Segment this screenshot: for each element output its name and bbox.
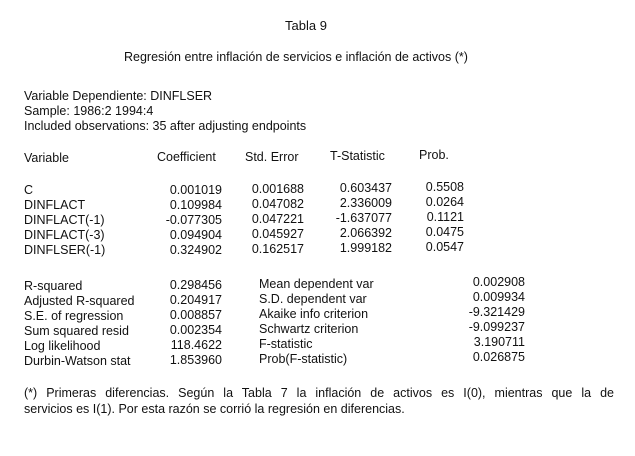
footnote-line-1: (*) Primeras diferencias. Según la Tabla 7 la inflación de activos es I(0), mientras que la de (24, 386, 614, 400)
row-prob: 0.0547 (425, 240, 464, 254)
row-prob: 0.0475 (425, 225, 464, 239)
row-variable: DINFLACT(-1) (24, 213, 105, 227)
column-header-prob: Prob. (419, 148, 449, 162)
stat-label: Durbin-Watson stat (24, 354, 131, 368)
sample-range: Sample: 1986:2 1994:4 (24, 104, 154, 118)
column-header-t-statistic: T-Statistic (330, 149, 385, 163)
row-prob: 0.5508 (425, 180, 464, 194)
row-t-statistic: 1.999182 (339, 241, 392, 255)
row-std-error: 0.045927 (251, 227, 304, 241)
included-observations: Included observations: 35 after adjusting endpoints (24, 119, 307, 133)
stat-value: 0.009934 (472, 290, 525, 304)
stat-value: 0.002908 (472, 275, 525, 289)
stat-label: Prob(F-statistic) (259, 352, 348, 366)
row-coefficient: 0.094904 (169, 228, 222, 242)
column-header-coefficient: Coefficient (157, 150, 216, 164)
row-t-statistic: 2.066392 (339, 226, 392, 240)
row-prob: 0.0264 (425, 195, 464, 209)
row-std-error: 0.001688 (251, 182, 304, 196)
row-variable: C (24, 183, 34, 197)
row-coefficient: -0.077305 (165, 213, 222, 227)
row-std-error: 0.047221 (251, 212, 304, 226)
stat-label: Log likelihood (24, 339, 101, 353)
stat-value: 3.190711 (473, 335, 525, 349)
stat-value: 0.026875 (472, 350, 525, 364)
row-coefficient: 0.109984 (169, 198, 222, 212)
row-variable: DINFLACT(-3) (24, 228, 105, 242)
stat-label: Schwartz criterion (259, 322, 359, 336)
row-variable: DINFLSER(-1) (24, 243, 106, 257)
stat-label: Adjusted R-squared (24, 294, 135, 308)
stat-value: 0.008857 (169, 308, 222, 322)
row-std-error: 0.162517 (251, 242, 304, 256)
stat-label: F-statistic (259, 337, 313, 351)
row-coefficient: 0.324902 (169, 243, 222, 257)
stat-value: 0.002354 (169, 323, 222, 337)
subtitle: Regresión entre inflación de servicios e inflación de activos (*) (124, 50, 468, 64)
stat-label: R-squared (24, 279, 83, 293)
stat-value: 118.4622 (170, 338, 222, 352)
stat-value: -9.099237 (468, 320, 525, 334)
title: Tabla 9 (285, 18, 327, 33)
stat-label: S.D. dependent var (259, 292, 367, 306)
stat-label: Akaike info criterion (259, 307, 369, 321)
stat-label: S.E. of regression (24, 309, 124, 323)
stat-value: 0.298456 (169, 278, 222, 292)
column-header-std-error: Std. Error (245, 150, 299, 164)
row-variable: DINFLACT (24, 198, 86, 212)
stat-label: Sum squared resid (24, 324, 129, 338)
column-header-variable: Variable (24, 151, 69, 165)
row-prob: 0.1121 (426, 210, 464, 224)
row-coefficient: 0.001019 (169, 183, 222, 197)
footnote-line-2: servicios es I(1). Por esta razón se corrió la regresión en diferencias. (24, 402, 405, 416)
dependent-variable: Variable Dependiente: DINFLSER (24, 89, 213, 103)
stat-value: 1.853960 (169, 353, 222, 367)
row-std-error: 0.047082 (251, 197, 304, 211)
stat-label: Mean dependent var (259, 277, 374, 291)
row-t-statistic: 0.603437 (339, 181, 392, 195)
row-t-statistic: -1.637077 (335, 211, 392, 225)
stat-value: -9.321429 (468, 305, 525, 319)
row-t-statistic: 2.336009 (339, 196, 392, 210)
stat-value: 0.204917 (169, 293, 222, 307)
